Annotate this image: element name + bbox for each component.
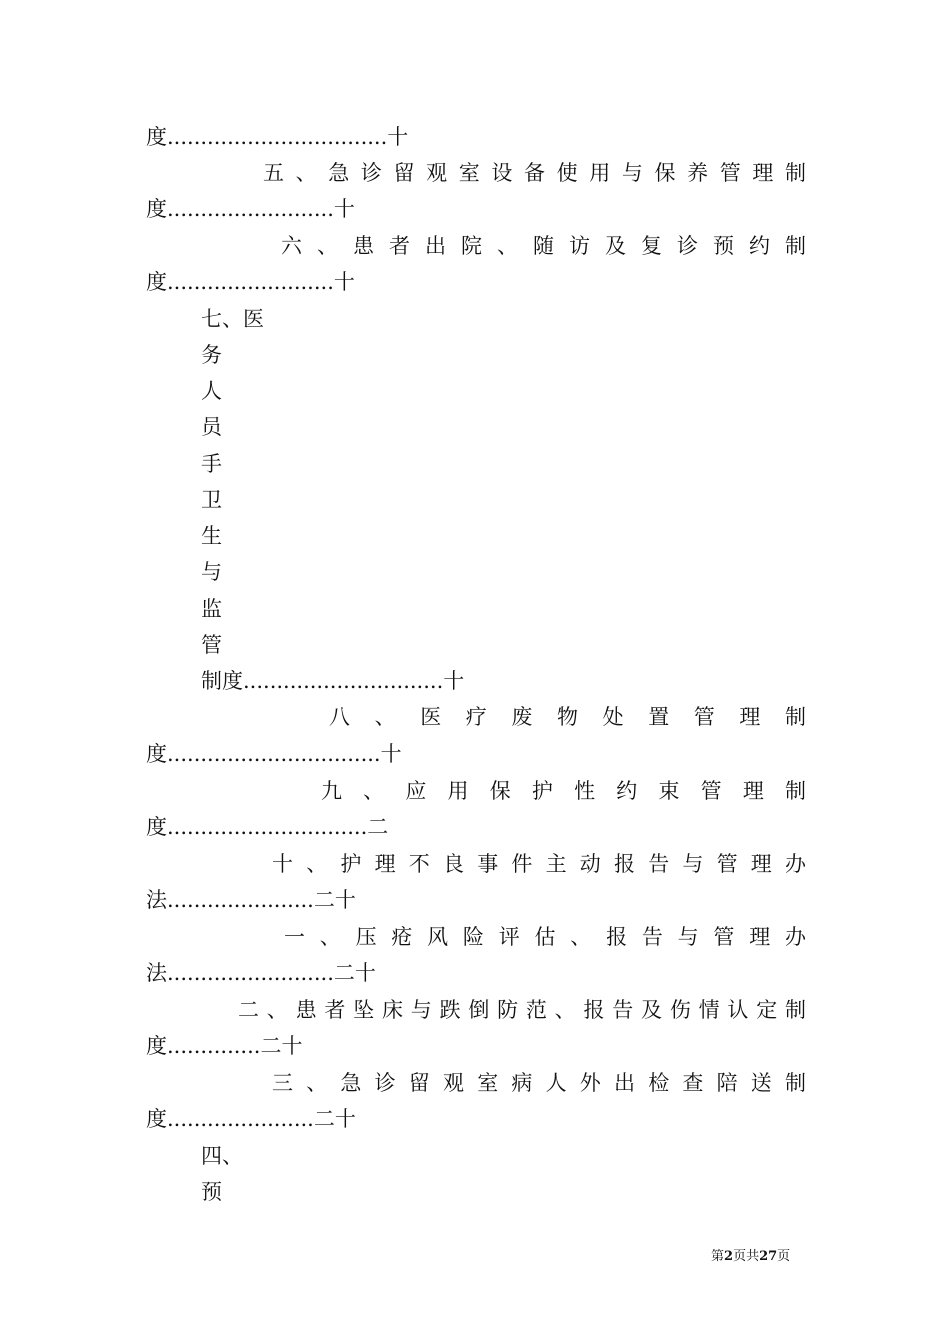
toc-entry-title: 八、医疗废物处置管理制 xyxy=(329,705,806,729)
toc-entry-title: 六、患者出院、随访及复诊预约制 xyxy=(281,234,806,258)
footer-page-number: 2 xyxy=(724,1249,734,1264)
toc-entry-title: 五、急诊留观室设备使用与保养管理制 xyxy=(263,161,806,185)
footer-prefix: 第 xyxy=(711,1249,725,1264)
toc-entry-title: 十、护理不良事件主动报告与管理办 xyxy=(272,852,806,876)
toc-entry-title: 一、压疮风险评估、报告与管理办 xyxy=(284,925,806,949)
toc-line: 员 xyxy=(201,415,222,439)
toc-line: 务 xyxy=(201,343,222,367)
toc-line: 度.................................十 xyxy=(146,125,409,149)
toc-line: 法.........................二十 xyxy=(146,961,376,985)
toc-line: 法......................二十 xyxy=(146,888,356,912)
toc-line: 度..............................二 xyxy=(146,815,389,839)
footer-middle: 页共 xyxy=(733,1249,760,1264)
toc-line: 卫 xyxy=(201,488,222,512)
toc-line: 度......................二十 xyxy=(146,1107,356,1131)
page-footer xyxy=(711,1245,790,1264)
toc-entry-title: 二、患者坠床与跌倒防范、报告及伤情认定制 xyxy=(238,998,806,1022)
toc-entry-title: 三、急诊留观室病人外出检查陪送制 xyxy=(272,1071,806,1095)
toc-line: 制度..............................十 xyxy=(201,669,465,693)
toc-line: 七、医 xyxy=(201,307,264,331)
toc-line: 生 xyxy=(201,524,222,548)
toc-line: 手 xyxy=(201,452,222,476)
toc-line: 人 xyxy=(201,379,222,403)
toc-line: 管 xyxy=(201,633,222,657)
toc-entry-title: 九、应用保护性约束管理制 xyxy=(321,779,806,803)
toc-line: 度................................十 xyxy=(146,742,402,766)
toc-line: 度.........................十 xyxy=(146,270,355,294)
footer-total-pages: 27 xyxy=(759,1249,778,1264)
toc-line: 度.........................十 xyxy=(146,197,355,221)
toc-line: 监 xyxy=(201,597,222,621)
footer-suffix: 页 xyxy=(777,1249,791,1264)
toc-line: 度..............二十 xyxy=(146,1034,303,1058)
toc-line: 与 xyxy=(201,560,222,584)
toc-line: 四、 xyxy=(201,1144,243,1168)
toc-line: 预 xyxy=(201,1180,222,1204)
